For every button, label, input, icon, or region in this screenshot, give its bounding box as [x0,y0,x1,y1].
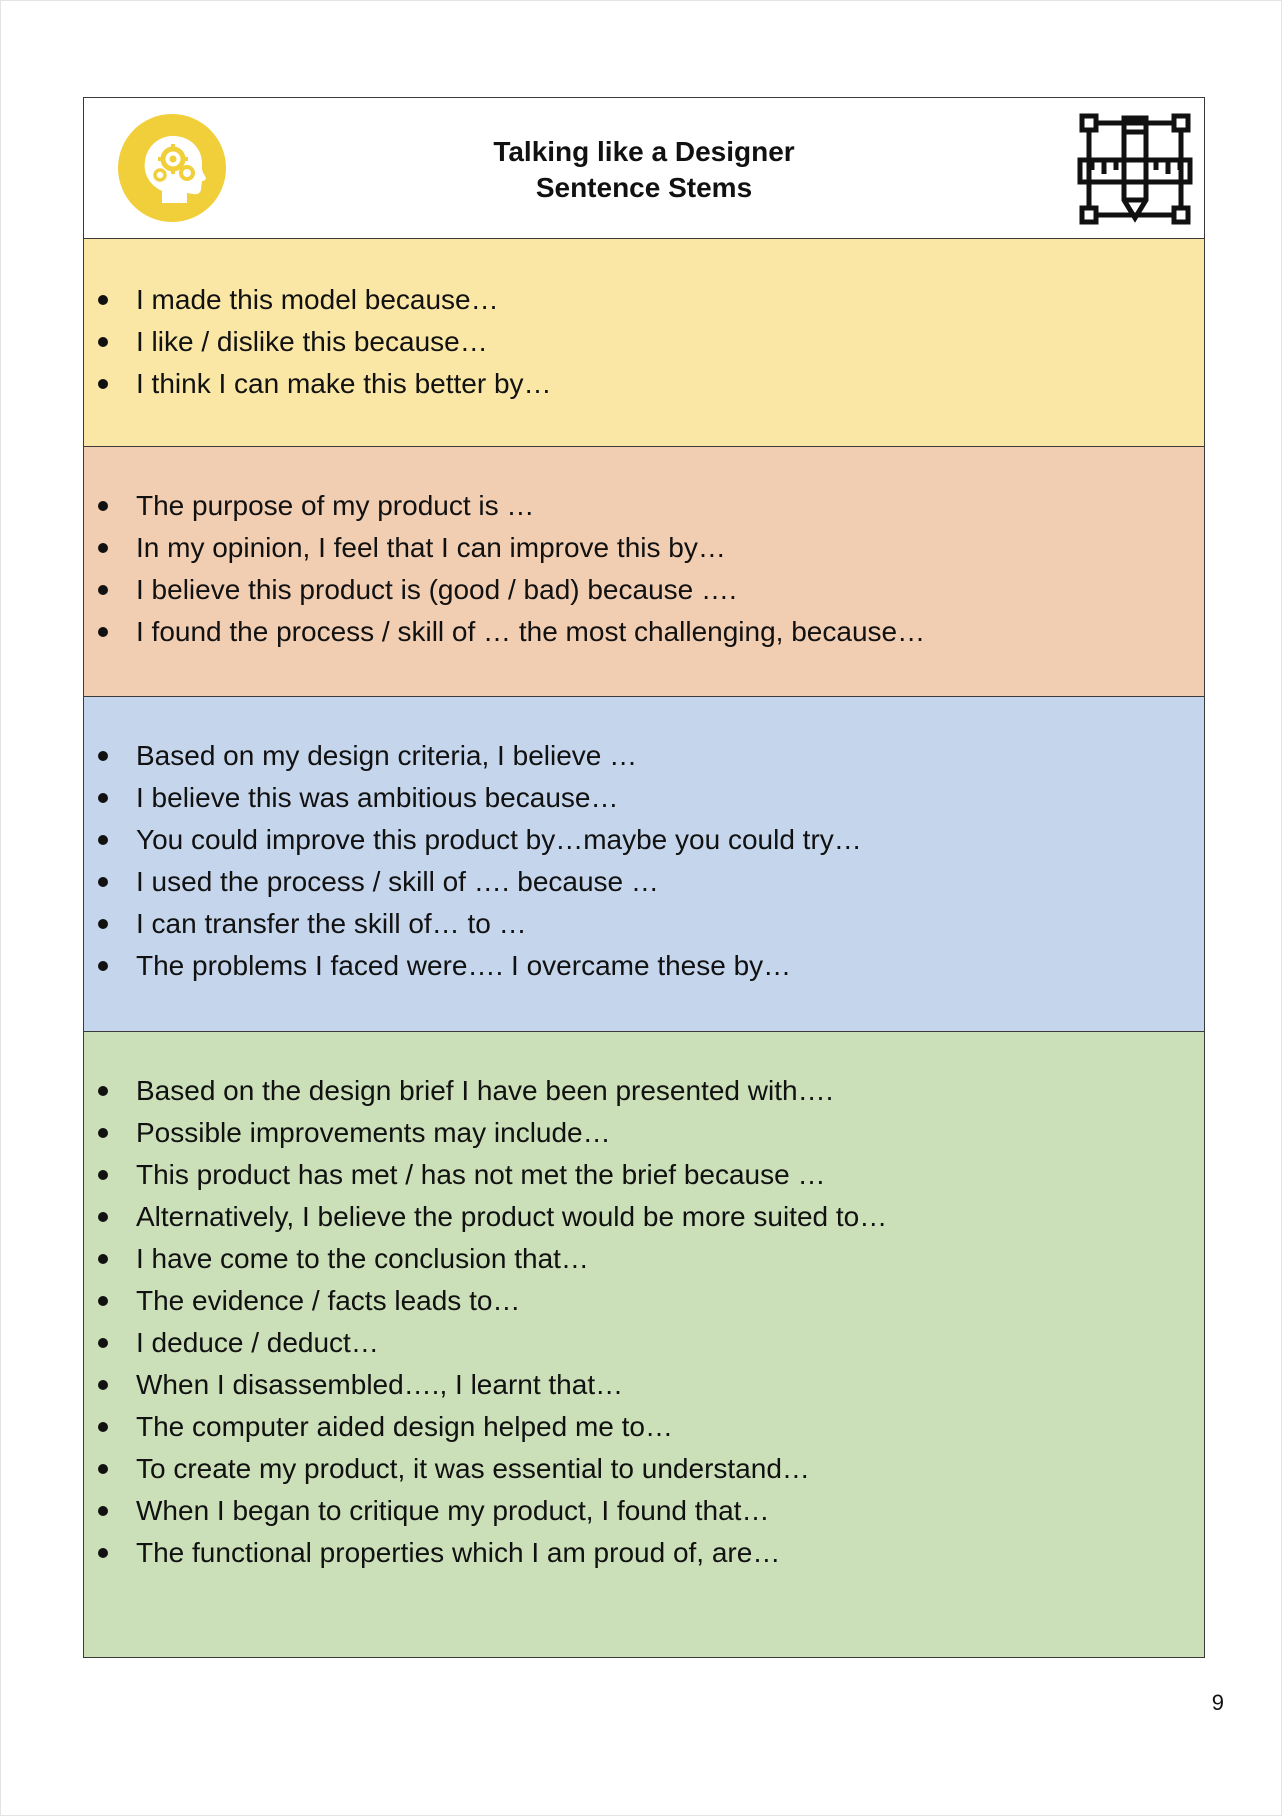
bullet-icon [98,961,108,971]
list-item: I deduce / deduct… [84,1322,1204,1364]
stems-section-4 [84,1032,1204,1657]
bullet-icon [98,1254,108,1264]
bullet-icon [98,585,108,595]
list-item: Possible improvements may include… [84,1112,1204,1154]
list-item: You could improve this product by…maybe you could try… [84,819,1204,861]
page-title [84,134,1204,206]
bullet-icon [98,1548,108,1558]
list-item: I used the process / skill of …. because … [84,861,1204,903]
bullet-icon [98,379,108,389]
list-item: I think I can make this better by… [84,363,1204,405]
bullet-icon [98,337,108,347]
bullet-icon [98,1296,108,1306]
list-item: The evidence / facts leads to… [84,1280,1204,1322]
list-item: The purpose of my product is … [84,485,1204,527]
bullet-icon [98,1086,108,1096]
bullet-icon [98,1380,108,1390]
bullet-icon [98,1338,108,1348]
bullet-icon [98,793,108,803]
design-tools-icon [1076,110,1194,228]
stems-list [84,1070,1204,1574]
list-item: The functional properties which I am proud of, are… [84,1532,1204,1574]
bullet-icon [98,919,108,929]
list-item: To create my product, it was essential to understand… [84,1448,1204,1490]
page-number: 9 [1211,1690,1224,1715]
stems-section-2 [84,447,1204,697]
title-line-2: Sentence Stems [535,172,753,203]
list-item: I made this model because… [84,279,1204,321]
bullet-icon [98,1506,108,1516]
list-item: I believe this product is (good / bad) because …. [84,569,1204,611]
list-item: I have come to the conclusion that… [84,1238,1204,1280]
stems-list [84,279,1204,405]
list-item: When I disassembled…., I learnt that… [84,1364,1204,1406]
bullet-icon [98,501,108,511]
stems-list [84,735,1204,987]
bullet-icon [98,835,108,845]
bullet-icon [98,1128,108,1138]
bullet-icon [98,1170,108,1180]
bullet-icon [98,751,108,761]
stems-list [84,485,1204,653]
bullet-icon [98,1422,108,1432]
sheet-header [84,98,1204,239]
list-item: This product has met / has not met the brief because … [84,1154,1204,1196]
bullet-icon [98,1464,108,1474]
stems-section-1 [84,239,1204,447]
list-item: I found the process / skill of … the most challenging, because… [84,611,1204,653]
list-item: The computer aided design helped me to… [84,1406,1204,1448]
bullet-icon [98,543,108,553]
bullet-icon [98,295,108,305]
title-line-1: Talking like a Designer [493,136,795,167]
list-item: I can transfer the skill of… to … [84,903,1204,945]
stems-section-3 [84,697,1204,1032]
list-item: In my opinion, I feel that I can improve this by… [84,527,1204,569]
list-item: I believe this was ambitious because… [84,777,1204,819]
list-item: The problems I faced were…. I overcame these by… [84,945,1204,987]
bullet-icon [98,627,108,637]
list-item: Based on the design brief I have been presented with…. [84,1070,1204,1112]
list-item: Based on my design criteria, I believe … [84,735,1204,777]
bullet-icon [98,1212,108,1222]
sentence-stems-sheet [83,97,1205,1658]
list-item: Alternatively, I believe the product would be more suited to… [84,1196,1204,1238]
list-item: When I began to critique my product, I found that… [84,1490,1204,1532]
list-item: I like / dislike this because… [84,321,1204,363]
bullet-icon [98,877,108,887]
